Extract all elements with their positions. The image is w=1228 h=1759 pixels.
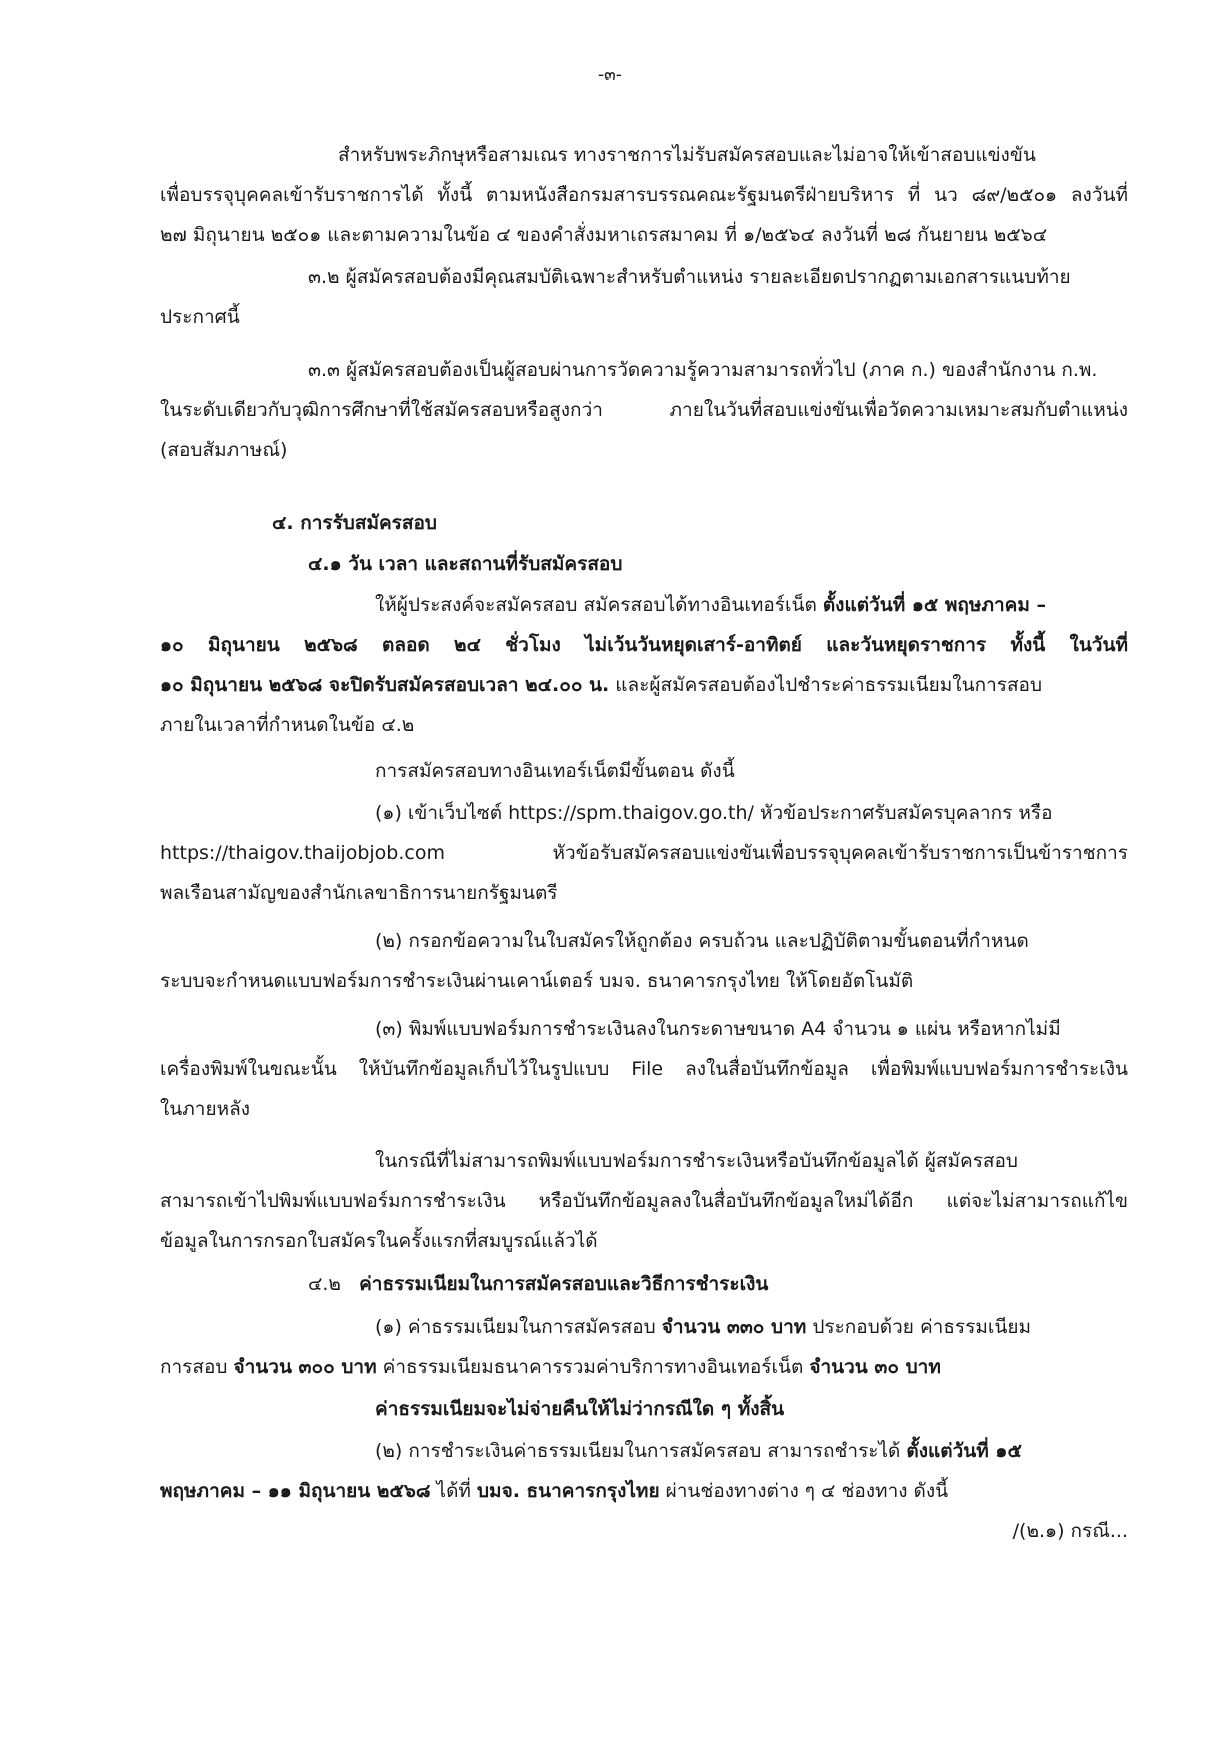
exam-fee-amount: จำนวน ๓๐๐ บาท (233, 1356, 377, 1378)
fee-1-line-2 (160, 1354, 941, 1380)
fee-2-line-1 (375, 1438, 1022, 1464)
section-4-1-heading: ๔.๑ วัน เวลา และสถานที่รับสมัครสอบ (308, 553, 623, 575)
section-4-1-paragraph-line-3 (160, 672, 1042, 698)
case-paragraph-line-3: ข้อมูลในการกรอกใบสมัครในครั้งแรกที่สมบูรณ์แล้วได้ (160, 1230, 598, 1252)
section-4-1-paragraph-text: ให้ผู้ประสงค์จะสมัครสอบ สมัครสอบได้ทางอินเทอร์เน็ต (375, 594, 823, 616)
clause-3-3-line-1: ๓.๓ ผู้สมัครสอบต้องเป็นผู้สอบผ่านการวัดความรู้ความสามารถทั่วไป (ภาค ก.) ของสำนักงาน ก.พ. (308, 359, 1098, 381)
bank-name: บมจ. ธนาคารกรุงไทย (477, 1480, 660, 1502)
section-4-2-title: ค่าธรรมเนียมในการสมัครสอบและวิธีการชำระเงิน (359, 1273, 769, 1295)
clause-3-2-line-2: ประกาศนี้ (160, 306, 240, 328)
paragraph-monks-line-2: เพื่อบรรจุบุคคลเข้ารับราชการได้ ทั้งนี้ ตามหนังสือกรมสารบรรณคณะรัฐมนตรีฝ่ายบริหาร ที่ นว ๘๙/๒๕๐๑ ลงวันที่ (160, 184, 1128, 206)
application-period-start: ตั้งแต่วันที่ ๑๕ พฤษภาคม – (822, 594, 1046, 616)
bank-fee-amount: จำนวน ๓๐ บาท (809, 1356, 941, 1378)
payment-period-start: ตั้งแต่วันที่ ๑๕ (906, 1440, 1022, 1462)
section-4-1-paragraph-text: และผู้สมัครสอบต้องไปชำระค่าธรรมเนียมในการสอบ (609, 674, 1043, 696)
paragraph-monks-line-3: ๒๗ มิถุนายน ๒๕๐๑ และตามความในข้อ ๔ ของคำสั่งมหาเถรสมาคม ที่ ๑/๒๕๖๔ ลงวันที่ ๒๘ กันยายน ๒๕๖๔ (160, 224, 1048, 246)
case-paragraph-line-2: สามารถเข้าไปพิมพ์แบบฟอร์มการชำระเงิน หรือบันทึกข้อมูลลงในสื่อบันทึกข้อมูลใหม่ได้อีก แต่จะไม่สามารถแก้ไข (160, 1190, 1128, 1212)
fee-non-refundable-note: ค่าธรรมเนียมจะไม่จ่ายคืนให้ไม่ว่ากรณีใด ๆ ทั้งสิ้น (375, 1398, 785, 1420)
step-2-line-1: (๒) กรอกข้อความในใบสมัครให้ถูกต้อง ครบถ้วน และปฏิบัติตามขั้นตอนที่กำหนด (375, 930, 1029, 952)
step-2-line-2: ระบบจะกำหนดแบบฟอร์มการชำระเงินผ่านเคาน์เตอร์ บมจ. ธนาคารกรุงไทย ให้โดยอัตโนมัติ (160, 970, 914, 992)
section-4-1-paragraph-line-1 (375, 592, 1046, 618)
fee-2-text: ได้ที่ (430, 1480, 477, 1502)
fee-1-text: ค่าธรรมเนียมธนาคารรวมค่าบริการทางอินเทอร์เน็ต (376, 1356, 810, 1378)
section-4-2-heading (308, 1271, 768, 1297)
step-3-line-3: ในภายหลัง (160, 1098, 251, 1120)
step-1-line-2: https://thaigov.thaijobjob.com หัวข้อรับสมัครสอบแข่งขันเพื่อบรรจุบุคคลเข้ารับราชการเป็นข้าราชการ (160, 842, 1128, 864)
payment-period-end: พฤษภาคม – ๑๑ มิถุนายน ๒๕๖๘ (160, 1480, 431, 1502)
fee-1-text: การสอบ (160, 1356, 234, 1378)
fee-2-line-2 (160, 1478, 948, 1504)
page-number: -๓- (598, 65, 622, 85)
section-4-heading: ๔. การรับสมัครสอบ (272, 512, 437, 534)
clause-3-3-line-2: ในระดับเดียวกับวุฒิการศึกษาที่ใช้สมัครสอบหรือสูงกว่า ภายในวันที่สอบแข่งขันเพื่อวัดความเหมาะสมกับตำแหน่ง (160, 399, 1128, 421)
fee-1-text: ประกอบด้วย ค่าธรรมเนียม (806, 1316, 1031, 1338)
fee-1-text: (๑) ค่าธรรมเนียมในการสมัครสอบ (375, 1316, 662, 1338)
case-paragraph-line-1: ในกรณีที่ไม่สามารถพิมพ์แบบฟอร์มการชำระเงินหรือบันทึกข้อมูลได้ ผู้สมัครสอบ (375, 1150, 1018, 1172)
step-1-line-3: พลเรือนสามัญของสำนักเลขาธิการนายกรัฐมนตรี (160, 882, 558, 904)
step-3-line-1: (๓) พิมพ์แบบฟอร์มการชำระเงินลงในกระดาษขนาด A4 จำนวน ๑ แผ่น หรือหากไม่มี (375, 1018, 1061, 1040)
section-4-2-number: ๔.๒ (308, 1273, 341, 1295)
fee-2-text: (๒) การชำระเงินค่าธรรมเนียมในการสมัครสอบ สามารถชำระได้ (375, 1440, 907, 1462)
fee-total-amount: จำนวน ๓๓๐ บาท (661, 1316, 807, 1338)
continued-marker: /(๒.๑) กรณี... (1012, 1520, 1128, 1542)
section-4-1-paragraph-line-2: ๑๐ มิถุนายน ๒๕๖๘ ตลอด ๒๔ ชั่วโมง ไม่เว้นวันหยุดเสาร์-อาทิตย์ และวันหยุดราชการ ทั้งนี้ ในวันที่ (160, 634, 1128, 656)
step-3-line-2: เครื่องพิมพ์ในขณะนั้น ให้บันทึกข้อมูลเก็บไว้ในรูปแบบ File ลงในสื่อบันทึกข้อมูล เพื่อพิมพ์แบบฟอร์มการชำระเงิน (160, 1058, 1128, 1080)
clause-3-3-line-3: (สอบสัมภาษณ์) (160, 439, 288, 461)
steps-intro: การสมัครสอบทางอินเทอร์เน็ตมีขั้นตอน ดังนี้ (375, 760, 735, 782)
fee-1-line-1 (375, 1314, 1031, 1340)
step-1-line-1: (๑) เข้าเว็บไซต์ https://spm.thaigov.go.th/ หัวข้อประกาศรับสมัครบุคลากร หรือ (375, 802, 1053, 824)
paragraph-monks-line-1: สำหรับพระภิกษุหรือสามเณร ทางราชการไม่รับสมัครสอบและไม่อาจให้เข้าสอบแข่งขัน (338, 144, 1036, 166)
application-close-time: ๑๐ มิถุนายน ๒๕๖๘ จะปิดรับสมัครสอบเวลา ๒๔.๐๐ น. (160, 674, 610, 696)
clause-3-2-line-1: ๓.๒ ผู้สมัครสอบต้องมีคุณสมบัติเฉพาะสำหรับตำแหน่ง รายละเอียดปรากฏตามเอกสารแนบท้าย (308, 266, 1071, 288)
section-4-1-paragraph-line-4: ภายในเวลาที่กำหนดในข้อ ๔.๒ (160, 714, 415, 736)
fee-2-text: ผ่านช่องทางต่าง ๆ ๔ ช่องทาง ดังนี้ (659, 1480, 949, 1502)
